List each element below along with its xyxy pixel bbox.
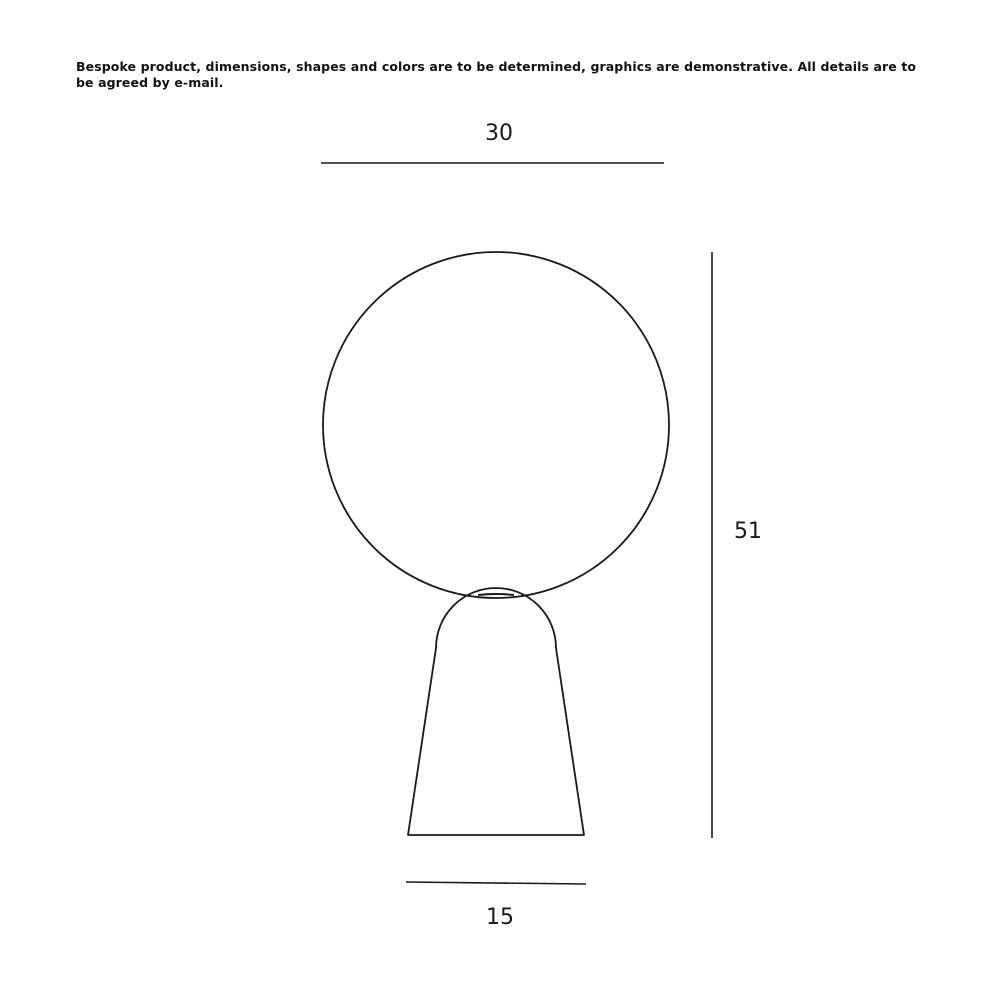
dimension-top-width-label: 30 [485,121,513,146]
dimension-height-label: 51 [734,519,762,544]
dimension-base-width-label: 15 [486,905,514,930]
lamp-base-shape [408,588,584,835]
disclaimer-note: Bespoke product, dimensions, shapes and colors are to be determined, graphics are demonstrative. All details are to be agreed by e-mail. [76,59,917,90]
lamp-globe-shape [323,252,669,598]
dimension-base-width-line [406,882,586,884]
lamp-joint-shape [478,594,514,595]
